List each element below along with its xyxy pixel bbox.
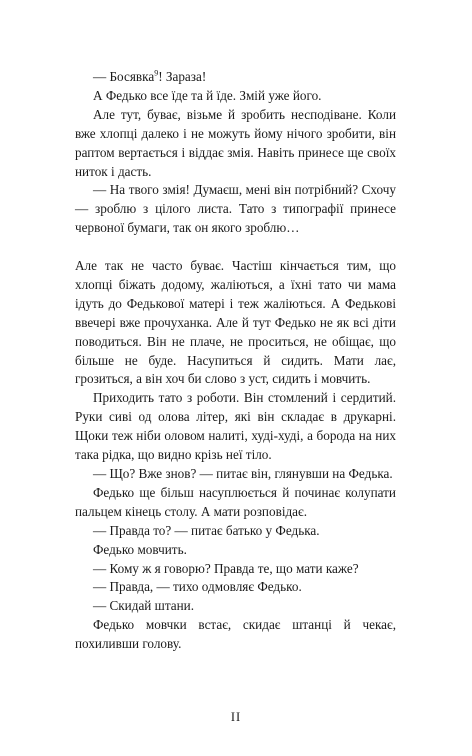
paragraph: — Що? Вже знов? — питає він, глянувши на Федька.: [93, 466, 393, 482]
paragraph: Але тут, буває, візьме й зробить несподіване. Коли вже хлопці далеко і не можуть йому нічого зробити, він раптом вертається і віддає змія. Навіть принесе ще своїх ниток і дасть.: [75, 106, 396, 179]
paragraph: Приходить тато з роботи. Він стомлений і сердитий. Руки сиві од олова літер, які він складає в друкарні. Щоки теж ніби оловом налиті, худі-худі, а борода на них така рідка, що видно крізь неї тіло.: [75, 390, 396, 463]
paragraph: — Правда, — тихо одмовляє Федько.: [93, 579, 302, 595]
section-break: [75, 238, 396, 257]
footnote-marker[interactable]: 9: [154, 68, 159, 78]
paragraph: — Скидай штани.: [93, 598, 195, 614]
paragraph: Але так не часто буває. Частіш кінчається тим, що хлопці біжать додому, жаліються, а їхні тато чи мама ідуть до Федькової матері і теж жаліються. А Федькові ввечері вже прочуханка. Але й тут Федько не як всі діти поводиться. Він не плаче, не проситься, не обіщає, що більше не буде. Насупиться й сидить. Мати лає, грозиться, а він хоч би слово з уст, сидить і мовчить.: [75, 258, 396, 387]
paragraph: — Правда то? — питає батько у Федька.: [93, 522, 320, 538]
paragraph: — На твого змія! Думаєш, мені він потрібний? Схочу — зроблю з цілого листа. Тато з типографії принесе червоної бумаги, так он якого зроблю…: [75, 182, 396, 236]
paragraph: — Босявка$^9$! Зараза!: [93, 68, 207, 84]
paragraph: Федько мовчить.: [93, 541, 187, 557]
paragraph: А Федько все їде та й їде. Змій уже його.: [93, 87, 322, 103]
page-number: II: [230, 710, 242, 724]
paragraph: Федько мовчки встає, скидає штанці й чекає, похиливши голову.: [75, 617, 396, 652]
paragraph: — Кому ж я говорю? Правда те, що мати каже?: [93, 560, 359, 576]
paragraph: Федько ще більш насуплюється й починає колупати пальцем кінець столу. А мати розповідає.: [75, 484, 396, 519]
book-page: [75, 68, 396, 654]
